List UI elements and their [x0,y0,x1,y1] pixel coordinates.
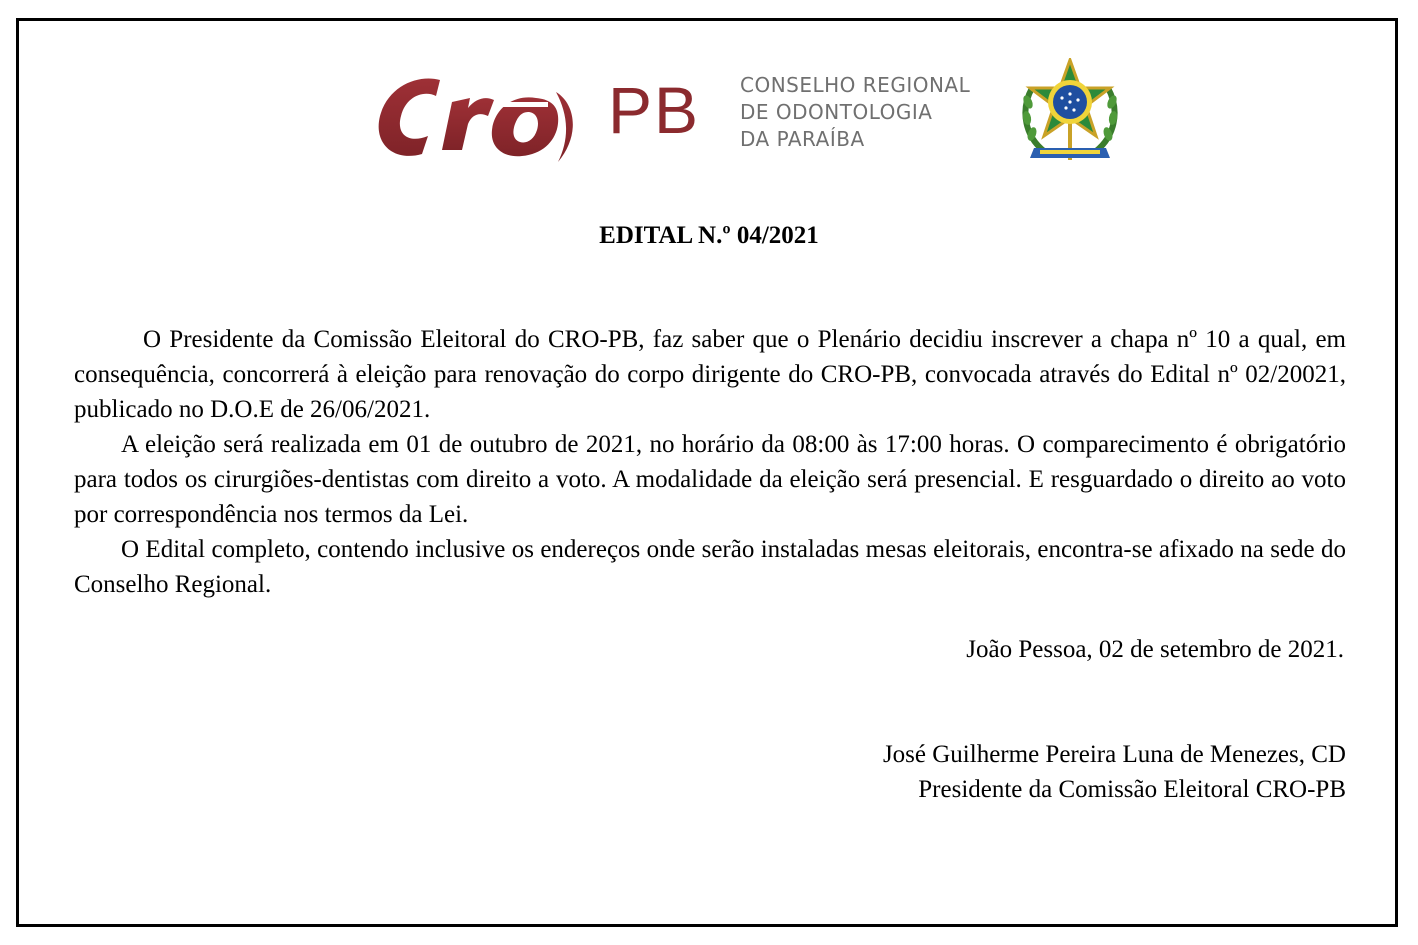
logo-suffix: PB [608,73,701,147]
paragraph-1: O Presidente da Comissão Eleitoral do CRO-PB, faz saber que o Plenário decidiu inscrever a chapa nº 10 a qual, em consequência, concorrerá à eleição para renovação do corpo dirigente do CRO-PB, convocada através do Edital nº 02/20021, publicado no D.O.E de 26/06/2021. [74,326,1346,423]
signature-block [883,737,1346,807]
brazil-coat-of-arms-icon [1018,58,1122,166]
edital-title: EDITAL N.º 04/2021 [599,222,819,249]
cro-logo-mark [370,58,602,170]
council-line-2: DE ODONTOLOGIA [740,100,933,124]
paragraph-3: O Edital completo, contendo inclusive os endereços onde serão instaladas mesas eleitorais, encontra-se afixado na sede do Conselho Regional. [74,536,1346,598]
council-line-3: DA PARAÍBA [740,127,865,151]
signatory-name: José Guilherme Pereira Luna de Menezes, CD [882,741,1346,768]
council-name [740,72,970,153]
letterhead [370,58,1130,170]
signatory-role: Presidente da Comissão Eleitoral CRO-PB [918,776,1346,803]
paragraph-2: A eleição será realizada em 01 de outubro de 2021, no horário da 08:00 às 17:00 horas. O comparecimento é obrigatório para todos os cirurgiões-dentistas com direito a voto. A modalidade da eleição será presencial. E resguardado o direito ao voto por correspondência nos termos da Lei. [74,431,1346,528]
council-line-1: CONSELHO REGIONAL [740,73,971,97]
place-and-date: João Pessoa, 02 de setembro de 2021. [966,636,1344,663]
cro-logo [370,58,602,170]
edital-body [74,322,1346,602]
